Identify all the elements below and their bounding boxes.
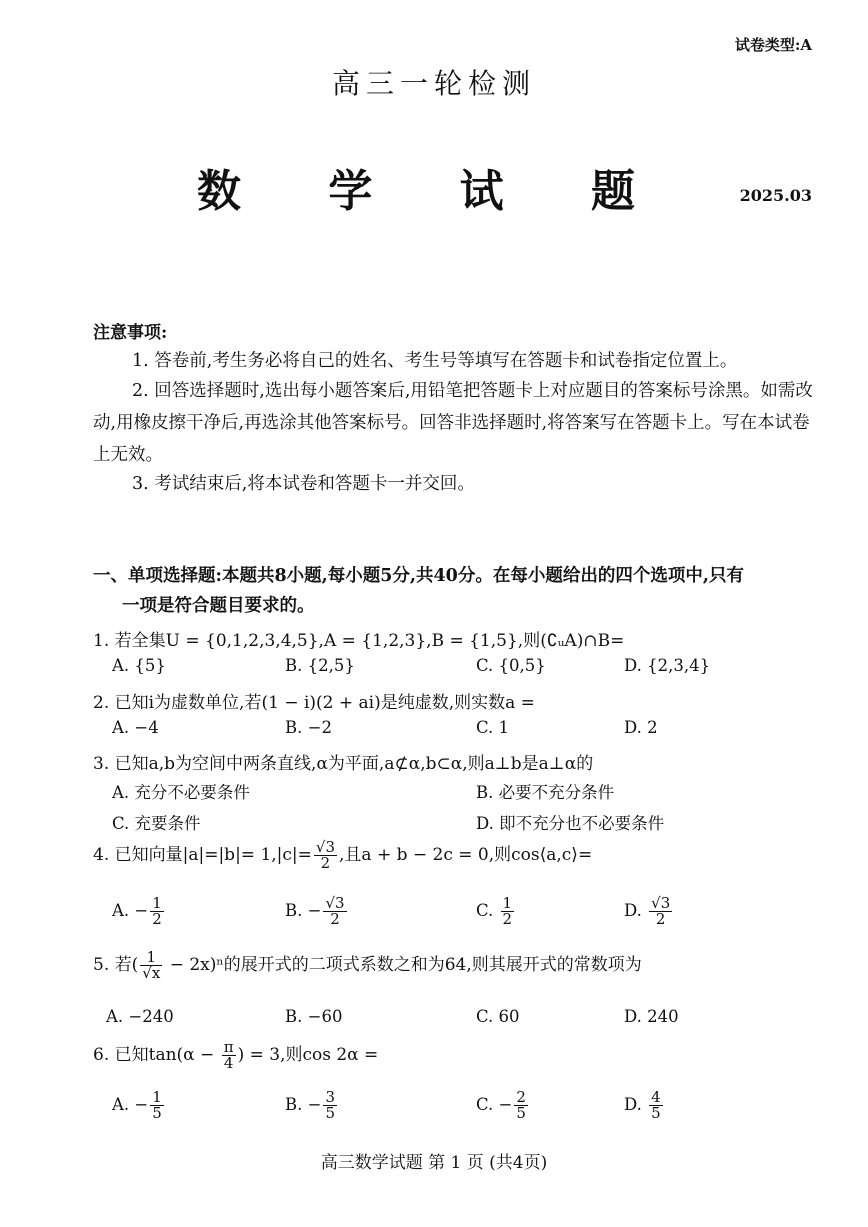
- fraction: [150, 1090, 164, 1121]
- option-a: A. {5}: [112, 656, 166, 675]
- fraction: [140, 950, 162, 981]
- denominator: √x: [142, 964, 161, 982]
- denominator: 4: [223, 1054, 234, 1072]
- option-a: A. 充分不必要条件: [112, 783, 250, 802]
- denominator: 2: [502, 910, 513, 928]
- numerator: 3: [325, 1088, 335, 1106]
- notes-heading: 注意事项:: [93, 323, 168, 343]
- option-d: [624, 1090, 665, 1121]
- numerator: 1: [502, 894, 513, 912]
- question-stem: 2. 已知i为虚数单位,若(1 − i)(2 + ai)是纯虚数,则实数a =: [93, 693, 535, 713]
- numerator: 1: [140, 950, 162, 966]
- option-label: D.: [624, 901, 648, 920]
- option-c: C. 60: [476, 1007, 520, 1026]
- option-label: A. −: [112, 1095, 149, 1114]
- note-item: 3. 考试结束后,将本试卷和答题卡一并交回。: [132, 474, 475, 494]
- question-stem: 3. 已知a,b为空间中两条直线,α为平面,a⊄α,b⊂α,则a⊥b是a⊥α的: [93, 754, 594, 774]
- option-d: D. 240: [624, 1007, 679, 1026]
- option-a: [112, 1090, 166, 1121]
- option-b: B. 必要不充分条件: [476, 783, 615, 802]
- option-label: A. −: [112, 901, 149, 920]
- fraction: [649, 896, 672, 927]
- exam-subtitle: 高三一轮检测: [331, 67, 536, 100]
- option-label: C. −: [476, 1095, 513, 1114]
- fraction: [514, 1090, 528, 1121]
- numerator: √3: [325, 894, 345, 912]
- numerator: √3: [651, 894, 671, 912]
- stem-text: − 2x)ⁿ的展开式的二项式系数之和为64,则其展开式的常数项为: [164, 955, 642, 975]
- question-stem: [93, 950, 642, 981]
- fraction: [501, 896, 515, 927]
- option-c: C. 1: [476, 718, 510, 737]
- paper-type-label: 试卷类型:A: [734, 36, 812, 54]
- denominator: 2: [152, 910, 162, 928]
- fraction: [323, 896, 346, 927]
- option-label: C.: [476, 901, 499, 920]
- option-a: A. −4: [112, 718, 159, 737]
- numerator: √3: [315, 838, 335, 856]
- denominator: 5: [325, 1104, 335, 1122]
- option-a: A. −240: [106, 1007, 174, 1026]
- page-footer: 高三数学试题 第 1 页 (共4页): [320, 1153, 548, 1173]
- option-c: C. {0,5}: [476, 656, 546, 675]
- fraction: [222, 1040, 236, 1071]
- denominator: 2: [655, 910, 666, 928]
- numerator: π: [223, 1038, 234, 1056]
- option-label: B. −: [285, 901, 322, 920]
- question-stem: [93, 840, 592, 871]
- option-c: C. 充要条件: [112, 814, 201, 833]
- stem-text: 6. 已知tan(α −: [93, 1045, 220, 1065]
- denominator: 5: [651, 1104, 661, 1122]
- option-d: [624, 896, 674, 927]
- exam-title: 数 学 试 题: [197, 166, 671, 217]
- fraction: [323, 1090, 337, 1121]
- stem-text: ,且a + b − 2c = 0,则cos⟨a,c⟩=: [339, 845, 593, 865]
- option-b: B. −60: [285, 1007, 343, 1026]
- option-label: D.: [624, 1095, 648, 1114]
- option-d: D. 2: [624, 718, 658, 737]
- option-a: [112, 896, 166, 927]
- note-item: 2. 回答选择题时,选出每小题答案后,用铅笔把答题卡上对应题目的答案标号涂黑。如需改动,用橡皮擦干净后,再选涂其他答案标号。回答非选择题时,将答案写在答题卡上。写在本试卷上无效。: [93, 381, 813, 465]
- denominator: 2: [320, 854, 331, 872]
- option-c: [476, 1090, 530, 1121]
- question-stem: [93, 1040, 378, 1071]
- stem-text: 4. 已知向量|a|=|b|= 1,|c|=: [93, 845, 312, 865]
- fraction: [314, 840, 337, 871]
- stem-text: 5. 若(: [93, 955, 139, 975]
- exam-date: 2025.03: [739, 186, 812, 205]
- option-b: [285, 896, 349, 927]
- option-d: D. 即不充分也不必要条件: [476, 814, 665, 833]
- option-label: B. −: [285, 1095, 322, 1114]
- denominator: 2: [330, 910, 340, 928]
- fraction: [649, 1090, 663, 1121]
- option-b: [285, 1090, 339, 1121]
- option-b: B. −2: [285, 718, 332, 737]
- option-d: D. {2,3,4}: [624, 656, 711, 675]
- section-heading-cont: 一项是符合题目要求的。: [122, 596, 315, 616]
- option-c: [476, 896, 516, 927]
- numerator: 1: [152, 894, 162, 912]
- section-heading: 一、单项选择题:本题共8小题,每小题5分,共40分。在每小题给出的四个选项中,只有: [93, 566, 744, 586]
- numerator: 2: [516, 1088, 526, 1106]
- question-stem: 1. 若全集U = {0,1,2,3,4,5},A = {1,2,3},B = {1,5},则(∁ᵤA)∩B=: [93, 631, 625, 651]
- option-b: B. {2,5}: [285, 656, 355, 675]
- note-item: 1. 答卷前,考生务必将自己的姓名、考生号等填写在答题卡和试卷指定位置上。: [132, 351, 738, 371]
- numerator: 4: [651, 1088, 661, 1106]
- stem-text: ) = 3,则cos 2α =: [237, 1045, 379, 1065]
- numerator: 1: [152, 1088, 162, 1106]
- fraction: [150, 896, 164, 927]
- denominator: 5: [152, 1104, 162, 1122]
- denominator: 5: [516, 1104, 526, 1122]
